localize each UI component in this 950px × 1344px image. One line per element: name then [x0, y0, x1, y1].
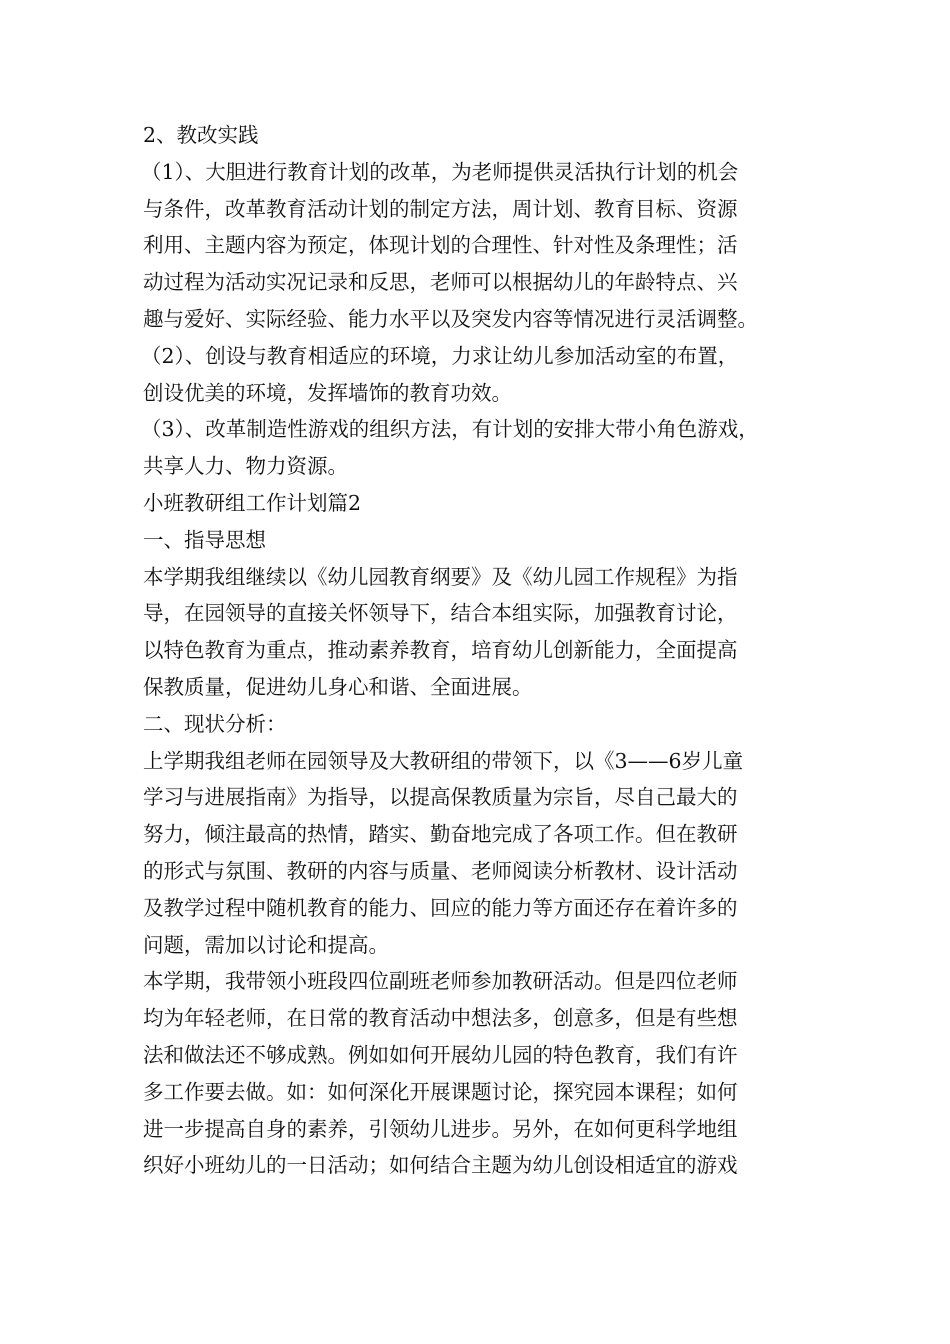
text-line: 动过程为活动实况记录和反思，老师可以根据幼儿的年龄特点、兴	[143, 270, 738, 295]
text-line: 与条件，改革教育活动计划的制定方法，周计划、教育目标、资源	[143, 196, 738, 221]
text-line: 进一步提高自身的素养，引领幼儿进步。另外，在如何更科学地组	[143, 1116, 738, 1141]
section-heading: 2、教改实践	[143, 123, 259, 147]
text-line: 的形式与氛围、教研的内容与质量、老师阅读分析教材、设计活动	[143, 858, 738, 883]
text-line: （3）、改革制造性游戏的组织方法，有计划的安排大带小角色游戏，	[141, 417, 759, 442]
text-line: 保教质量，促进幼儿身心和谐、全面进展。	[143, 674, 533, 699]
text-line: 均为年轻老师，在日常的教育活动中想法多，创意多，但是有些想	[143, 1006, 738, 1031]
document-title: 小班教研组工作计划篇2	[143, 490, 362, 515]
text-line: 及教学过程中随机教育的能力、回应的能力等方面还存在着许多的	[143, 895, 738, 920]
text-line: 共享人力、物力资源。	[143, 454, 348, 479]
text-line: 织好小班幼儿的一日活动；如何结合主题为幼儿创设相适宜的游戏	[143, 1153, 738, 1178]
text-line: 努力，倾注最高的热情，踏实、勤奋地完成了各项工作。但在教研	[143, 822, 738, 847]
text-line: 创设优美的环境，发挥墙饰的教育功效。	[143, 380, 512, 405]
text-line: 学习与进展指南》为指导，以提高保教质量为宗旨，尽自己最大的	[143, 785, 738, 810]
text-line: 导，在园领导的直接关怀领导下，结合本组实际，加强教育讨论，	[143, 601, 738, 626]
section-heading: 一、指导思想	[143, 527, 266, 552]
text-line: 上学期我组老师在园领导及大教研组的带领下，以《3——6岁儿童	[143, 748, 744, 773]
text-line: 以特色教育为重点，推动素养教育，培育幼儿创新能力，全面提高	[143, 638, 738, 663]
text-line: （2）、创设与教育相适应的环境，力求让幼儿参加活动室的布置，	[141, 343, 739, 368]
text-line: 利用、主题内容为预定，体现计划的合理性、针对性及条理性；活	[143, 233, 738, 258]
text-line: （1）、大胆进行教育计划的改革，为老师提供灵活执行计划的机会	[141, 159, 739, 184]
text-line: 本学期，我带领小班段四位副班老师参加教研活动。但是四位老师	[143, 969, 738, 994]
section-heading: 二、现状分析：	[143, 711, 287, 736]
text-line: 多工作要去做。如：如何深化开展课题讨论，探究园本课程；如何	[143, 1079, 738, 1104]
text-line: 趣与爱好、实际经验、能力水平以及突发内容等情况进行灵活调整。	[143, 306, 758, 331]
text-line: 问题，需加以讨论和提高。	[143, 932, 389, 957]
document-body	[143, 117, 815, 1184]
text-line: 法和做法还不够成熟。例如如何开展幼儿园的特色教育，我们有许	[143, 1042, 738, 1067]
text-line: 本学期我组继续以《幼儿园教育纲要》及《幼儿园工作规程》为指	[143, 564, 738, 589]
